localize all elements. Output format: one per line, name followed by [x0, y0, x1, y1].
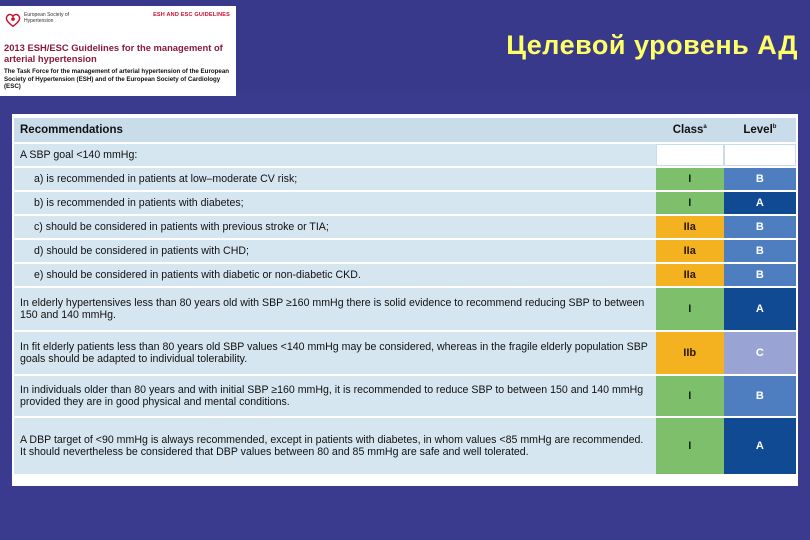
table-row — [14, 168, 796, 190]
level-cell: A — [724, 192, 796, 214]
recommendation-text: a) is recommended in patients at low–moderate CV risk; — [14, 168, 656, 190]
class-cell: IIa — [656, 240, 724, 262]
recommendation-text: In elderly hypertensives less than 80 years old with SBP ≥160 mmHg there is solid evidence to recommend reducing SBP to between 150 and 140 mmHg. — [14, 288, 656, 330]
recommendation-text: In individuals older than 80 years and with initial SBP ≥160 mmHg, it is recommended to reduce SBP to between 150 and 140 mmHg provided they are in good physical and mental conditions. — [14, 376, 656, 416]
level-cell: B — [724, 240, 796, 262]
recommendations-table — [14, 116, 796, 476]
heart-emblem-icon — [4, 11, 22, 29]
level-cell: A — [724, 288, 796, 330]
table-row — [14, 418, 796, 474]
class-cell: IIb — [656, 332, 724, 374]
header-level — [724, 118, 796, 142]
header-recommendations — [14, 118, 656, 142]
header-class-sup: a — [703, 124, 707, 131]
table-row — [14, 144, 796, 166]
recommendations-table-container — [12, 114, 798, 486]
recommendation-text: A DBP target of <90 mmHg is always recommended, except in patients with diabetes, in whom values <85 mmHg are recommended. It should nevertheless be considered that DBP values between 80 and 85 mmHg are safe and well tolerated. — [14, 418, 656, 474]
table-row — [14, 376, 796, 416]
class-cell: I — [656, 168, 724, 190]
class-cell: IIa — [656, 264, 724, 286]
header-class-label: Class — [672, 124, 704, 136]
class-cell: I — [656, 376, 724, 416]
class-cell — [656, 144, 724, 166]
level-cell: B — [724, 264, 796, 286]
guideline-subtitle: The Task Force for the management of arterial hypertension of the European Society of Hypertension (ESH) and of the European Society of Cardiology (ESC) — [4, 68, 230, 91]
table-row — [14, 264, 796, 286]
guideline-title: 2013 ESH/ESC Guidelines for the management of arterial hypertension — [4, 42, 223, 64]
table-body — [14, 118, 796, 474]
recommendation-text: b) is recommended in patients with diabetes; — [14, 192, 656, 214]
level-cell: A — [724, 418, 796, 474]
table-row — [14, 288, 796, 330]
class-cell: I — [656, 288, 724, 330]
recommendation-text: e) should be considered in patients with diabetic or non-diabetic CKD. — [14, 264, 656, 286]
class-cell: I — [656, 192, 724, 214]
recommendation-text: d) should be considered in patients with CHD; — [14, 240, 656, 262]
header-level-label: Level — [743, 124, 773, 136]
logo-org-name: European Society of Hypertension — [24, 12, 70, 24]
level-cell: C — [724, 332, 796, 374]
guideline-cover-image — [0, 6, 236, 96]
level-cell: B — [724, 376, 796, 416]
class-cell: IIa — [656, 216, 724, 238]
recommendation-text: c) should be considered in patients with previous stroke or TIA; — [14, 216, 656, 238]
logo-tag: ESH AND ESC GUIDELINES — [153, 12, 230, 18]
table-row — [14, 332, 796, 374]
table-row — [14, 240, 796, 262]
slide-title: Целевой уровень АД — [506, 30, 798, 60]
class-cell: I — [656, 418, 724, 474]
level-cell: B — [724, 168, 796, 190]
level-cell — [724, 144, 796, 166]
table-header-row — [14, 118, 796, 142]
table-row — [14, 216, 796, 238]
table-row — [14, 192, 796, 214]
recommendation-text: A SBP goal <140 mmHg: — [14, 144, 656, 166]
recommendation-text: In fit elderly patients less than 80 years old SBP values <140 mmHg may be considered, whereas in the fragile elderly population SBP goals should be adapted to individual tolerability. — [14, 332, 656, 374]
header-level-sup: b — [772, 124, 777, 131]
header-class — [656, 118, 724, 142]
level-cell: B — [724, 216, 796, 238]
header-rec-label: Recommendations — [20, 124, 123, 136]
